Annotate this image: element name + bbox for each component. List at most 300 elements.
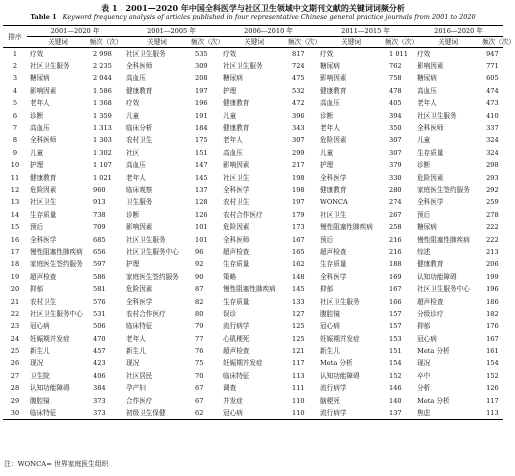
rank-cell: 16 (10, 235, 20, 244)
frequency-cell: 166 (389, 297, 402, 306)
frequency-cell: 117 (292, 359, 305, 368)
keyword-cell: 全科医师 (223, 235, 250, 244)
keyword-cell: 合作医疗 (126, 396, 153, 405)
keyword-cell: 新生儿 (30, 347, 50, 356)
frequency-cell: 196 (195, 99, 208, 108)
frequency-cell: 198 (292, 173, 305, 182)
rank-cell: 22 (10, 309, 20, 318)
frequency-cell: 191 (195, 111, 208, 120)
table-row (3, 196, 503, 208)
frequency-cell: 179 (292, 210, 305, 219)
keyword-cell: 孕产妇 (126, 384, 146, 393)
frequency-cell: 137 (389, 408, 402, 417)
frequency-cell: 724 (292, 62, 305, 71)
rank-cell: 3 (12, 74, 18, 83)
frequency-cell: 161 (486, 347, 499, 356)
keyword-cell: 生存质量 (223, 260, 250, 269)
frequency-cell: 337 (486, 124, 499, 133)
rank-cell: 21 (10, 297, 20, 306)
frequency-cell: 128 (195, 198, 208, 207)
keyword-cell: 老年人 (223, 136, 243, 145)
keyword-cell: 影响因素 (30, 86, 57, 95)
frequency-cell: 82 (195, 297, 204, 306)
keyword-cell: 农村卫生 (30, 297, 57, 306)
frequency-cell: 586 (93, 272, 106, 281)
frequency-cell: 307 (292, 136, 305, 145)
keyword-cell: 健康教育 (320, 86, 347, 95)
frequency-cell: 350 (389, 124, 402, 133)
frequency-cell: 605 (486, 74, 499, 83)
frequency-cell: 125 (292, 334, 305, 343)
keyword-cell: 糖尿病 (417, 74, 437, 83)
table-title-en-text: Keyword frequency analysis of articles published in four representative Chinese general practice journals from 2001 to 2020 (62, 13, 476, 21)
frequency-cell: 76 (195, 347, 204, 356)
frequency-cell: 117 (486, 396, 499, 405)
frequency-cell: 196 (486, 285, 499, 294)
keyword-cell: 健康教育 (223, 99, 250, 108)
table-row (3, 295, 503, 307)
rank-cell: 1 (12, 49, 18, 58)
keyword-cell: 影响因素 (126, 223, 153, 232)
frequency-cell: 197 (292, 198, 305, 207)
keyword-cell: 疗效 (320, 49, 334, 58)
rank-cell: 23 (10, 322, 20, 331)
keyword-cell: 腹腔镜 (30, 396, 50, 405)
frequency-cell: 1 302 (93, 148, 112, 157)
frequency-cell: 217 (292, 161, 305, 170)
frequency-cell: 126 (486, 384, 499, 393)
keyword-cell: 现况 (30, 359, 44, 368)
frequency-column-header: 频次（次） (288, 38, 321, 46)
keyword-cell: 认知功能障碍 (320, 371, 360, 380)
rank-cell: 4 (12, 86, 18, 95)
frequency-cell: 581 (93, 285, 106, 294)
frequency-cell: 758 (389, 74, 402, 83)
frequency-cell: 216 (389, 247, 402, 256)
keyword-cell: 全科医学 (30, 235, 57, 244)
keyword-cell: 全科医学 (417, 198, 444, 207)
frequency-cell: 222 (486, 235, 499, 244)
frequency-cell: 947 (486, 49, 499, 58)
frequency-cell: 324 (486, 148, 499, 157)
rank-cell: 8 (12, 136, 18, 145)
frequency-cell: 293 (486, 173, 499, 182)
keyword-cell: 高血压 (417, 86, 437, 95)
keyword-cell: 农村卫生 (126, 136, 153, 145)
rank-cell: 30 (10, 408, 20, 417)
frequency-cell: 278 (486, 210, 499, 219)
table-row (3, 159, 503, 171)
rank-cell: 24 (10, 334, 20, 343)
period-header: 2001—2020 年 (27, 26, 123, 37)
frequency-cell: 213 (486, 247, 499, 256)
frequency-cell: 597 (93, 260, 106, 269)
table-row (3, 134, 503, 146)
keyword-cell: 全科医学 (320, 272, 347, 281)
keyword-cell: 生存质量 (320, 260, 347, 269)
frequency-cell: 423 (93, 359, 106, 368)
keyword-cell: 护理 (320, 161, 334, 170)
frequency-cell: 127 (292, 309, 305, 318)
table-row (3, 109, 503, 121)
keyword-cell: 焦虑 (417, 408, 431, 417)
frequency-column-header: 频次（次） (482, 38, 515, 46)
keyword-cell: 影响因素 (223, 161, 250, 170)
keyword-cell: 冠心病 (30, 322, 50, 331)
frequency-cell: 394 (389, 111, 402, 120)
column-header-row (3, 37, 503, 48)
frequency-cell: 79 (195, 322, 204, 331)
keyword-cell: 策略 (223, 272, 237, 281)
frequency-cell: 206 (486, 260, 499, 269)
frequency-cell: 175 (195, 136, 208, 145)
frequency-cell: 165 (292, 247, 305, 256)
table-row (3, 407, 503, 419)
rank-cell: 19 (10, 272, 20, 281)
rank-cell: 2 (12, 62, 18, 71)
keyword-cell: 危险因素 (417, 173, 444, 182)
table-row (3, 332, 503, 344)
keyword-cell: 生存质量 (223, 297, 250, 306)
table-title-en (0, 13, 506, 22)
frequency-cell: 1 011 (389, 49, 408, 58)
frequency-cell: 1 303 (93, 136, 112, 145)
rank-cell: 9 (12, 148, 18, 157)
frequency-cell: 738 (93, 210, 106, 219)
rank-cell: 27 (10, 371, 20, 380)
keyword-cell: 糖尿病 (223, 74, 243, 83)
keyword-cell: 临床特征 (223, 371, 250, 380)
table-row (3, 209, 503, 221)
keyword-cell: 社区卫生服务中心 (126, 247, 179, 256)
frequency-column-header: 频次（次） (385, 38, 419, 46)
frequency-cell: 1 586 (93, 86, 112, 95)
table-row (3, 320, 503, 332)
table-row (3, 171, 503, 183)
frequency-cell: 87 (195, 285, 204, 294)
frequency-cell: 197 (195, 86, 208, 95)
keyword-cell: 预后 (320, 235, 334, 244)
keyword-cell: 超声检查 (320, 247, 347, 256)
keyword-cell: 流行病学 (320, 384, 347, 393)
keyword-cell: 分级诊疗 (417, 309, 444, 318)
frequency-cell: 470 (93, 334, 106, 343)
keyword-cell: Meta 分析 (417, 396, 450, 405)
rank-cell: 5 (12, 99, 18, 108)
keyword-cell: 社区卫生服务 (126, 49, 166, 58)
keyword-cell: 老年人 (320, 124, 340, 133)
frequency-cell: 77 (195, 334, 204, 343)
keyword-cell: 现况 (417, 359, 431, 368)
frequency-cell: 62 (195, 408, 204, 417)
rank-cell: 10 (10, 161, 20, 170)
frequency-cell: 162 (292, 260, 305, 269)
frequency-cell: 176 (486, 322, 499, 331)
frequency-cell: 330 (389, 173, 402, 182)
keyword-cell: 影响因素 (417, 62, 444, 71)
keyword-cell: 诊断 (320, 111, 334, 120)
keyword-cell: 社区卫生 (223, 173, 250, 182)
frequency-cell: 113 (486, 408, 499, 417)
keyword-cell: 健康教育 (223, 124, 250, 133)
table-row (3, 221, 503, 233)
period-header: 2006—2010 年 (220, 26, 317, 37)
keyword-cell: 农村合作医疗 (223, 210, 263, 219)
table-footnote: 注：WONCA= 世界家庭医生组织 (4, 460, 109, 468)
frequency-cell: 384 (93, 384, 106, 393)
keyword-cell: 社区卫生服务中心 (417, 285, 470, 294)
frequency-cell: 110 (292, 396, 305, 405)
keyword-cell: 新生儿 (126, 347, 146, 356)
rank-cell: 15 (10, 223, 20, 232)
keyword-cell: 调查 (223, 384, 237, 393)
keyword-cell: 社区卫生 (320, 210, 347, 219)
keyword-cell: 老年人 (126, 173, 146, 182)
frequency-cell: 121 (292, 347, 305, 356)
period-header: 2011—2015 年 (317, 26, 414, 37)
table-row (3, 382, 503, 394)
keyword-cell: 误诊 (223, 309, 237, 318)
rank-header: 排序 (3, 26, 27, 48)
frequency-cell: 532 (292, 86, 305, 95)
keyword-cell: 护理 (126, 260, 140, 269)
frequency-cell: 152 (389, 371, 402, 380)
frequency-cell: 90 (195, 272, 204, 281)
table-row (3, 271, 503, 283)
frequency-cell: 343 (292, 124, 305, 133)
rank-cell: 25 (10, 347, 20, 356)
keyword-column-header: 关键词 (317, 37, 385, 48)
frequency-cell: 110 (292, 408, 305, 417)
keyword-cell: 全科医学 (223, 185, 250, 194)
keyword-cell: 预后 (30, 223, 44, 232)
table-row (3, 60, 503, 72)
keyword-cell: 临床特征 (126, 322, 153, 331)
keyword-cell: 儿童 (126, 111, 140, 120)
table-body (3, 48, 503, 420)
keyword-cell: 妊娠期并发症 (30, 334, 70, 343)
keyword-cell: 儿童 (30, 148, 44, 157)
table-row (3, 283, 503, 295)
frequency-cell: 67 (195, 384, 204, 393)
keyword-cell: 健康教育 (320, 185, 347, 194)
rank-cell: 18 (10, 260, 20, 269)
frequency-cell: 96 (195, 247, 204, 256)
frequency-cell: 258 (389, 223, 402, 232)
frequency-cell: 478 (389, 86, 402, 95)
frequency-cell: 111 (292, 384, 305, 393)
frequency-cell: 771 (486, 62, 499, 71)
rank-cell: 14 (10, 210, 20, 219)
frequency-cell: 137 (195, 185, 208, 194)
frequency-cell: 2 044 (93, 74, 112, 83)
keyword-cell: 社区居民 (126, 371, 153, 380)
rank-cell: 28 (10, 384, 20, 393)
frequency-cell: 152 (486, 371, 499, 380)
keyword-column-header: 关键词 (220, 37, 288, 48)
period-header-row (3, 26, 503, 37)
keyword-cell: 社区 (126, 148, 140, 157)
frequency-cell: 154 (486, 359, 499, 368)
table-row (3, 97, 503, 109)
frequency-cell: 474 (486, 86, 499, 95)
frequency-cell: 410 (486, 111, 499, 120)
frequency-cell: 153 (389, 334, 402, 343)
keyword-cell: 健康教育 (126, 86, 153, 95)
keyword-cell: 超声检查 (223, 247, 250, 256)
frequency-column-header: 频次（次） (191, 38, 224, 46)
frequency-cell: 535 (195, 49, 208, 58)
frequency-cell: 167 (486, 334, 499, 343)
keyword-cell: 超声检查 (223, 347, 250, 356)
table-row (3, 122, 503, 134)
keyword-cell: 卫生服务 (126, 198, 153, 207)
frequency-cell: 307 (389, 148, 402, 157)
rank-cell: 7 (12, 124, 18, 133)
keyword-cell: 临床特征 (30, 408, 57, 417)
keyword-cell: 预后 (417, 210, 431, 219)
frequency-cell: 473 (486, 99, 499, 108)
table-row (3, 48, 503, 60)
period-header: 2016—2020 年 (414, 26, 503, 37)
frequency-column-header: 频次（次） (89, 38, 123, 46)
keyword-cell: 儿童 (417, 136, 431, 145)
keyword-cell: 社区卫生 (30, 198, 57, 207)
keyword-cell: 妊娠期并发症 (320, 334, 360, 343)
frequency-cell: 140 (389, 396, 402, 405)
frequency-cell: 1 359 (93, 111, 112, 120)
frequency-cell: 457 (93, 347, 106, 356)
keyword-cell: 认知功能障碍 (30, 384, 70, 393)
frequency-cell: 184 (195, 124, 208, 133)
keyword-cell: 影响因素 (320, 74, 347, 83)
frequency-cell: 222 (486, 223, 499, 232)
frequency-cell: 817 (292, 49, 305, 58)
keyword-cell: 危险因素 (30, 185, 57, 194)
keyword-cell: 高血压 (30, 124, 50, 133)
keyword-cell: 疗效 (223, 49, 237, 58)
rank-cell: 13 (10, 198, 20, 207)
frequency-cell: 960 (93, 185, 106, 194)
frequency-cell: 101 (195, 223, 208, 232)
keyword-cell: 危险因素 (126, 285, 153, 294)
frequency-cell: 396 (292, 111, 305, 120)
frequency-cell: 126 (195, 210, 208, 219)
rank-cell: 17 (10, 247, 20, 256)
keyword-cell: 儿童 (223, 111, 237, 120)
frequency-cell: 656 (93, 247, 106, 256)
keyword-cell: 糖尿病 (30, 74, 50, 83)
keyword-cell: 高血压 (320, 99, 340, 108)
keyword-cell: 腹腔镜 (320, 309, 340, 318)
frequency-cell: 379 (389, 161, 402, 170)
frequency-cell: 2 998 (93, 49, 112, 58)
frequency-cell: 186 (486, 297, 499, 306)
frequency-cell: 75 (195, 359, 204, 368)
keyword-cell: 诊断 (417, 161, 431, 170)
keyword-column-header: 关键词 (27, 37, 89, 48)
frequency-cell: 125 (292, 322, 305, 331)
rank-cell: 11 (10, 173, 20, 182)
keyword-cell: 抑郁 (417, 322, 431, 331)
frequency-cell: 292 (486, 185, 499, 194)
keyword-cell: 社区卫生服务中心 (30, 309, 83, 318)
keyword-cell: 抑郁 (30, 285, 44, 294)
keyword-cell: 分析 (417, 384, 431, 393)
keyword-cell: 并发症 (223, 396, 243, 405)
frequency-cell: 151 (389, 347, 402, 356)
frequency-cell: 1 021 (93, 173, 112, 182)
frequency-cell: 199 (486, 272, 499, 281)
keyword-frequency-table (3, 25, 515, 420)
table-row (3, 370, 503, 382)
keyword-column-header: 关键词 (123, 37, 191, 48)
keyword-cell: 高血压 (223, 148, 243, 157)
frequency-cell: 709 (93, 223, 106, 232)
frequency-cell: 198 (292, 185, 305, 194)
rank-cell: 20 (10, 285, 20, 294)
frequency-cell: 1 313 (93, 124, 112, 133)
keyword-cell: 社区卫生服务 (320, 297, 360, 306)
keyword-cell: 慢性阻塞性肺疾病 (320, 223, 373, 232)
frequency-cell: 475 (292, 74, 305, 83)
frequency-cell: 169 (389, 272, 402, 281)
keyword-cell: 全科医学 (320, 173, 347, 182)
frequency-cell: 373 (93, 408, 106, 417)
frequency-cell: 307 (389, 136, 402, 145)
keyword-cell: 初级卫生保健 (126, 408, 166, 417)
frequency-cell: 145 (195, 173, 208, 182)
frequency-cell: 188 (389, 260, 402, 269)
frequency-cell: 298 (486, 161, 499, 170)
keyword-cell: 流行病学 (320, 408, 347, 417)
frequency-cell: 216 (389, 235, 402, 244)
frequency-cell: 113 (292, 371, 305, 380)
keyword-cell: Meta 分析 (320, 359, 353, 368)
keyword-cell: 慢性阻塞性肺疾病 (223, 285, 276, 294)
frequency-cell: 309 (195, 62, 208, 71)
frequency-cell: 173 (292, 223, 305, 232)
frequency-cell: 133 (292, 297, 305, 306)
period-header: 2001—2005 年 (123, 26, 220, 37)
keyword-cell: 全科医学 (126, 297, 153, 306)
keyword-cell: 认知功能障碍 (417, 272, 457, 281)
frequency-cell: 101 (195, 235, 208, 244)
keyword-cell: 生存质量 (30, 210, 57, 219)
table-row (3, 72, 503, 84)
keyword-cell: 家庭医生签约服务 (30, 260, 83, 269)
table-row (3, 357, 503, 369)
frequency-cell: 70 (195, 371, 204, 380)
frequency-cell: 472 (292, 99, 305, 108)
keyword-cell: WONCA (320, 198, 348, 207)
keyword-cell: 老年人 (126, 334, 146, 343)
frequency-cell: 324 (486, 136, 499, 145)
keyword-column-header: 关键词 (414, 37, 482, 48)
keyword-cell: 超声检查 (30, 272, 57, 281)
keyword-cell: 脑梗死 (320, 396, 340, 405)
frequency-cell: 913 (93, 198, 106, 207)
frequency-cell: 405 (389, 99, 402, 108)
table-row (3, 233, 503, 245)
rank-cell: 29 (10, 396, 20, 405)
frequency-cell: 147 (195, 161, 208, 170)
keyword-cell: 糖尿病 (417, 223, 437, 232)
frequency-cell: 280 (389, 185, 402, 194)
keyword-cell: 危险因素 (320, 136, 347, 145)
frequency-cell: 92 (195, 260, 204, 269)
table-label: Table 1 (30, 13, 57, 21)
